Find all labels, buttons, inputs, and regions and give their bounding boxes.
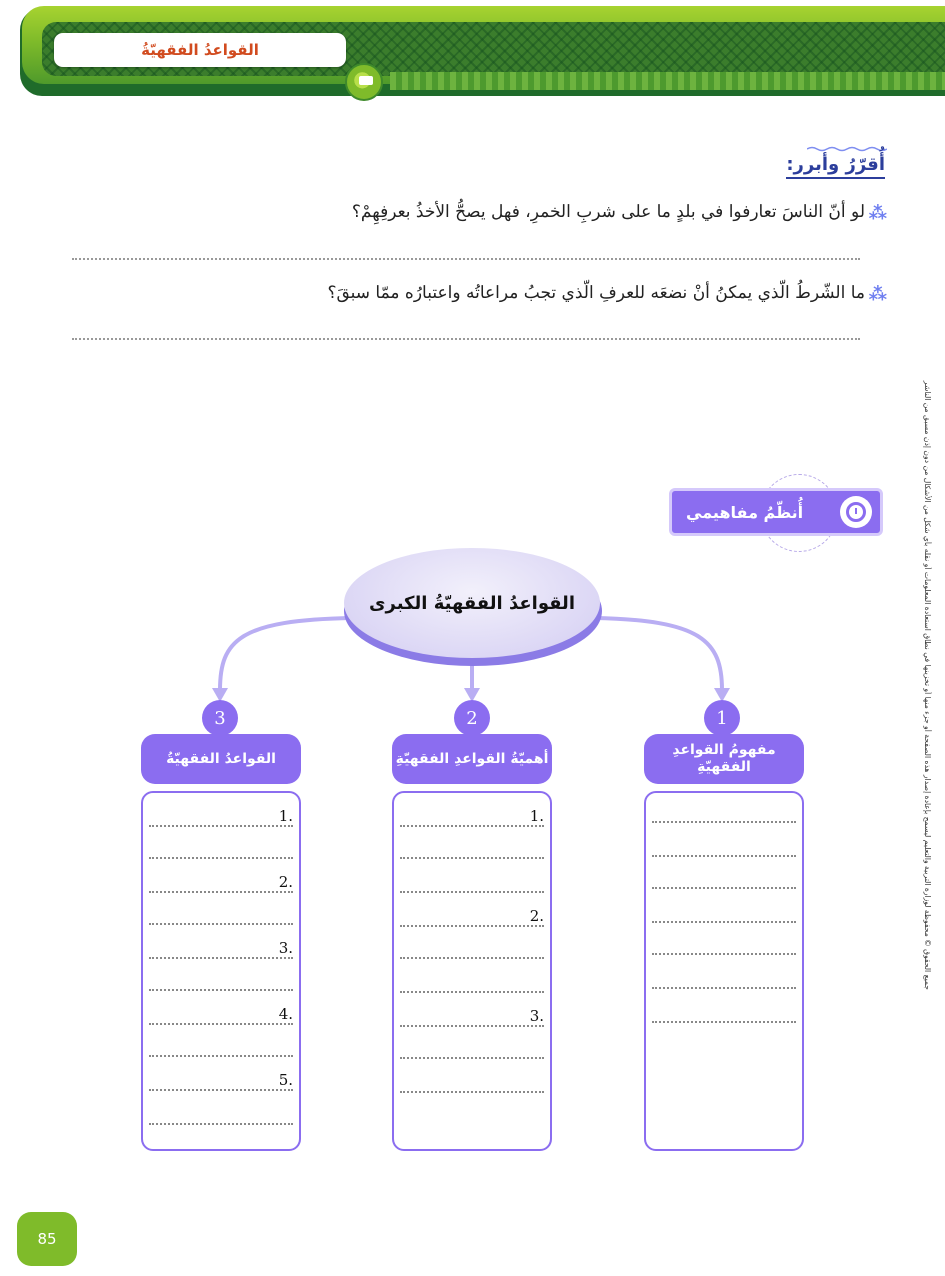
list-item[interactable] — [400, 975, 544, 993]
item-number: 1. — [526, 807, 544, 825]
list-item[interactable] — [149, 1107, 293, 1125]
item-number: 4. — [275, 1005, 293, 1023]
list-item[interactable] — [400, 1041, 544, 1059]
section-heading: أُقرّرُ وأبرر: — [786, 154, 885, 179]
column-number-3: 3 — [202, 700, 238, 736]
organizer-badge-label: أُنظّمُ مفاهيمي — [686, 502, 804, 522]
column-box-2[interactable] — [392, 791, 552, 1151]
item-number: 3. — [275, 939, 293, 957]
column-number-1: 1 — [704, 700, 740, 736]
column-title-2: أهميّةُ القواعدِ الفقهيّةِ — [392, 734, 552, 784]
list-item[interactable] — [400, 809, 544, 827]
list-item[interactable] — [149, 841, 293, 859]
center-concept-label: القواعدُ الفقهيّةُ الكبرى — [369, 592, 575, 614]
item-number: 2. — [275, 873, 293, 891]
item-number: 5. — [275, 1071, 293, 1089]
list-item[interactable] — [652, 805, 796, 823]
center-concept — [344, 548, 600, 658]
question-2: ما الشّرطُ الّذي يمكنُ أنْ نضعَه للعرفِ الّذي تجبُ مراعاتُه واعتبارُه ممّا سبقَ؟ — [327, 283, 865, 303]
list-item[interactable] — [652, 839, 796, 857]
item-number: 1. — [275, 807, 293, 825]
list-item[interactable] — [149, 1073, 293, 1091]
column-title-1: مفهومُ القواعدِ الفقهيّةِ — [644, 734, 804, 784]
column-box-3[interactable] — [141, 791, 301, 1151]
column-number-2: 2 — [454, 700, 490, 736]
list-item[interactable] — [400, 1009, 544, 1027]
list-item[interactable] — [652, 971, 796, 989]
list-item[interactable] — [149, 941, 293, 959]
list-item[interactable] — [652, 1005, 796, 1023]
chapter-title: القواعدُ الفقهيّةُ — [54, 33, 346, 67]
list-item[interactable] — [149, 875, 293, 893]
item-number: 3. — [526, 1007, 544, 1025]
page-number: 85 — [17, 1212, 77, 1266]
list-item[interactable] — [149, 973, 293, 991]
list-item[interactable] — [149, 1007, 293, 1025]
question-1: لو أنّ الناسَ تعارفوا في بلدٍ ما على شربِ الخمرِ، فهل يصحُّ الأخذُ بعرفِهِمْ؟ — [351, 202, 865, 222]
list-item[interactable] — [149, 907, 293, 925]
list-item[interactable] — [400, 1075, 544, 1093]
list-item[interactable] — [652, 905, 796, 923]
list-item[interactable] — [149, 809, 293, 827]
item-number: 2. — [526, 907, 544, 925]
copyright-text: جميع الحقوق © محفوظة لوزارة التربية والتعليم ليسمح بإعادة إصدار هذه الصفحة أو جزء منها أو تخزينها في نطاق استعادة المعلومات أو نقله بأي شكل من الأشكال من دون إذن مسبق من الناشر — [923, 380, 932, 990]
list-item[interactable] — [400, 941, 544, 959]
bullet-star-icon: ⁂ — [868, 284, 887, 305]
list-item[interactable] — [652, 871, 796, 889]
list-item[interactable] — [400, 841, 544, 859]
column-title-3: القواعدُ الفقهيّةُ — [141, 734, 301, 784]
list-item[interactable] — [400, 875, 544, 893]
bullet-star-icon: ⁂ — [868, 203, 887, 224]
column-box-1[interactable] — [644, 791, 804, 1151]
list-item[interactable] — [400, 909, 544, 927]
list-item[interactable] — [652, 937, 796, 955]
list-item[interactable] — [149, 1039, 293, 1057]
